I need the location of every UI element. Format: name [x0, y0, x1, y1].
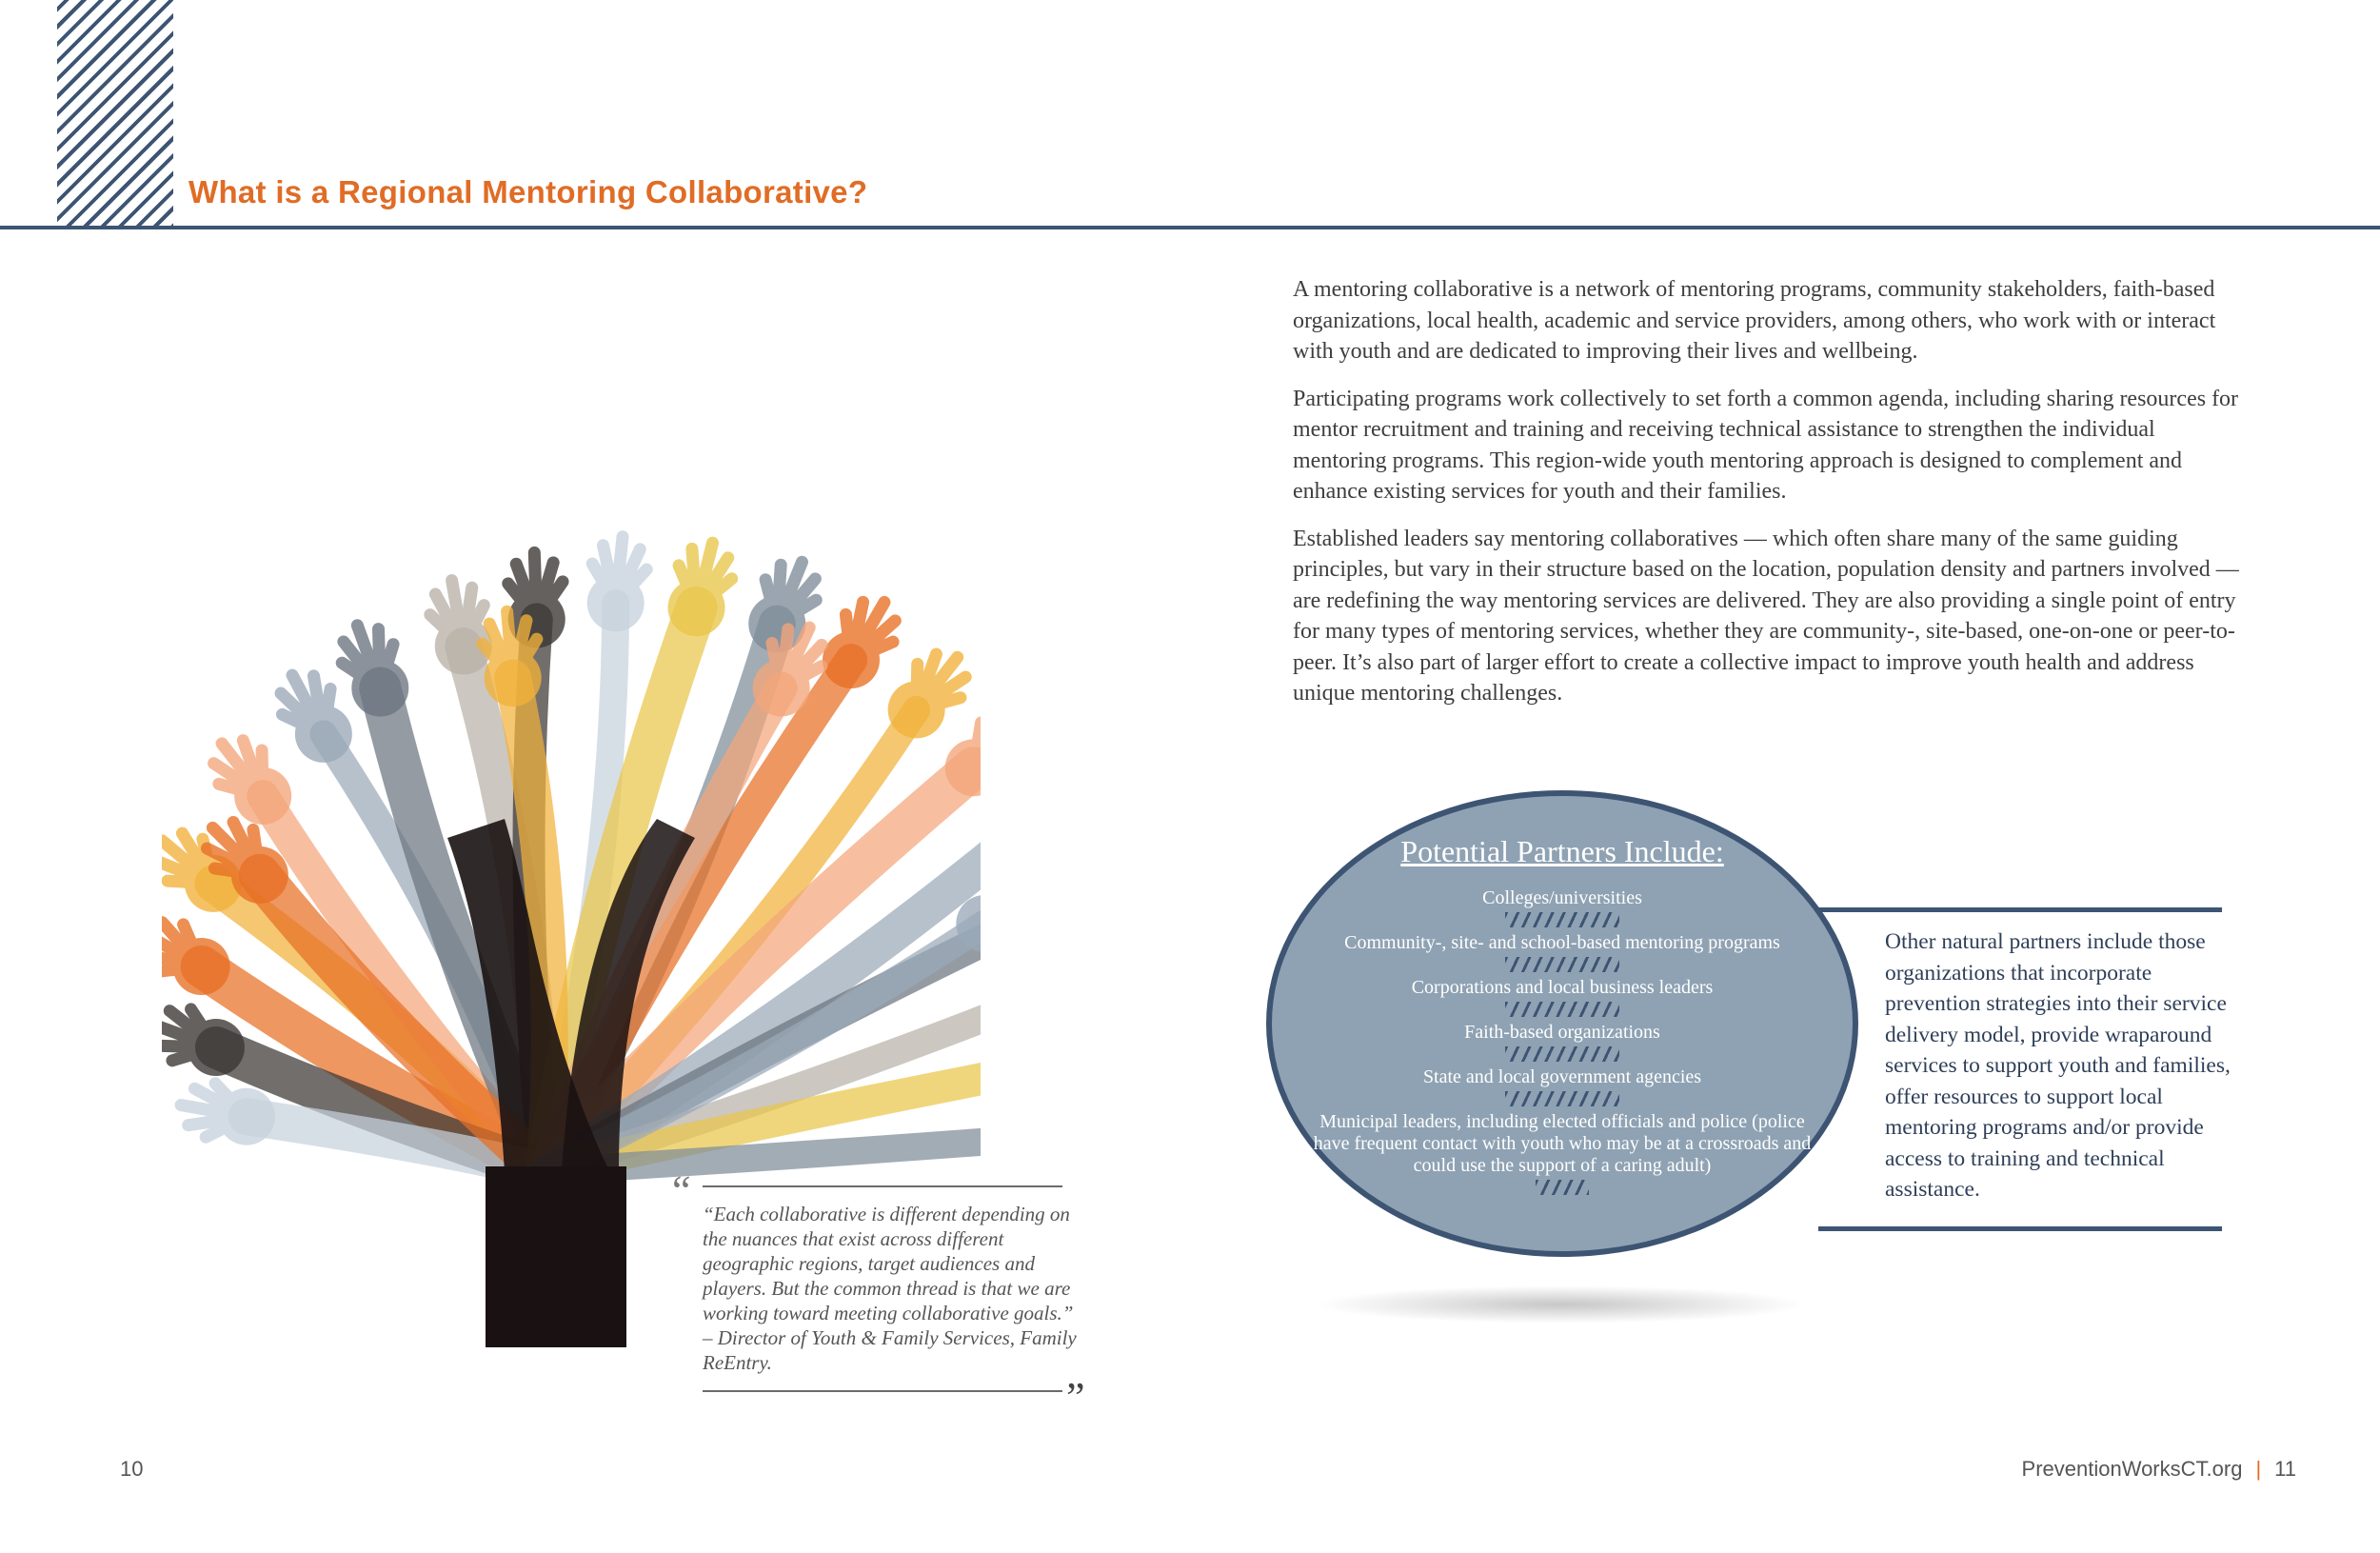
hand-icon: [281, 675, 352, 763]
partner-item: Municipal leaders, including elected officials and police (police have frequent contact with youth who may be at a crossroads and could use the support of a caring adult): [1313, 1111, 1812, 1176]
page-title: What is a Regional Mentoring Collaborative?: [188, 174, 868, 209]
side-note: Other natural partners include those organizations that incorporate prevention strategies into their service delivery model, provide wraparound services to support youth and families, offer resources to support local mentoring programs and/or provide access to training and technical assistance.: [1885, 929, 2231, 1202]
hand-icon: [587, 537, 647, 632]
tree-of-hands-illustration: [162, 305, 981, 1352]
quote-text: “Each collaborative is different depending on the nuances that exist across different geographic regions, target audiences and players. But the common thread is that we are working toward meeting collaborative goals.”: [703, 1203, 1074, 1324]
partner-item: Colleges/universities: [1482, 887, 1642, 908]
hand-icon: [342, 626, 408, 717]
footer-right: [2022, 1457, 2296, 1482]
partner-item: State and local government agencies: [1422, 1066, 1702, 1087]
quote-rule-top: [703, 1185, 1062, 1187]
header-rule: [0, 226, 2380, 229]
hand-icon: [668, 543, 732, 636]
partners-title: Potential Partners Include:: [1400, 834, 1724, 868]
pull-quote: [703, 1202, 1083, 1375]
hand-icon: [162, 1009, 245, 1076]
hatch-divider: [1505, 1002, 1619, 1017]
hatch-decoration: [57, 0, 173, 229]
ellipse-shadow: [1314, 1285, 1809, 1324]
tree-trunk: [486, 1166, 626, 1347]
hand-icon: [823, 602, 895, 688]
page-number-right: 11: [2274, 1457, 2296, 1481]
hand-icon: [945, 715, 981, 796]
hand-icon: [214, 741, 292, 825]
hand-icon: [430, 581, 492, 675]
intro-paragraph: Established leaders say mentoring collaboratives — which often share many of the same guiding principles, but vary in their structure based on the location, population density and partners involved — are redefining the way mentoring services are delivered. They are also providing a single point of entry for many types of mentoring services, whether they are community-, site-based, one-on-one or peer-to-peer. It’s also part of larger effort to create a collective impact to improve youth health and address unique mentoring challenges.: [1293, 526, 2239, 706]
hand-icon: [162, 923, 230, 995]
intro-text: [1293, 274, 2245, 726]
partner-item: Corporations and local business leaders: [1411, 977, 1714, 998]
hand-icon: [181, 1084, 275, 1145]
intro-paragraph: Participating programs work collectively to set forth a common agenda, including sharing resources for mentor recruitment and training and receiving technical assistance to strengthen the individual mentoring programs. This region-wide youth mentoring approach is designed to complement and enhance existing services for youth and their families.: [1293, 386, 2239, 504]
quote-attribution: – Director of Youth & Family Services, Family ReEntry.: [703, 1326, 1077, 1374]
partners-list: [1304, 887, 1820, 1200]
footer-site: PreventionWorksCT.org: [2021, 1457, 2243, 1481]
intro-paragraph: A mentoring collaborative is a network of mentoring programs, community stakeholders, faith-based organizations, local health, academic and service providers, among others, who work with or interact with youth and are dedicated to improving their lives and wellbeing.: [1293, 277, 2216, 364]
hand-branches: [162, 537, 981, 1171]
footer-separator: |: [2255, 1457, 2262, 1481]
hatch-divider: [1536, 1180, 1589, 1195]
partner-item: Faith-based organizations: [1464, 1022, 1660, 1043]
quote-close-mark: ”: [1066, 1374, 1085, 1421]
partner-item: Community-, site- and school-based mentoring programs: [1344, 932, 1780, 953]
quote-rule-bottom: [703, 1390, 1062, 1392]
page-number-left: 10: [120, 1457, 144, 1481]
quote-open-mark: “: [672, 1167, 691, 1214]
hatch-divider: [1505, 912, 1619, 927]
hatch-divider: [1505, 1046, 1619, 1062]
hatch-divider: [1505, 1091, 1619, 1106]
hatch-divider: [1505, 957, 1619, 972]
hand-icon: [888, 654, 966, 738]
